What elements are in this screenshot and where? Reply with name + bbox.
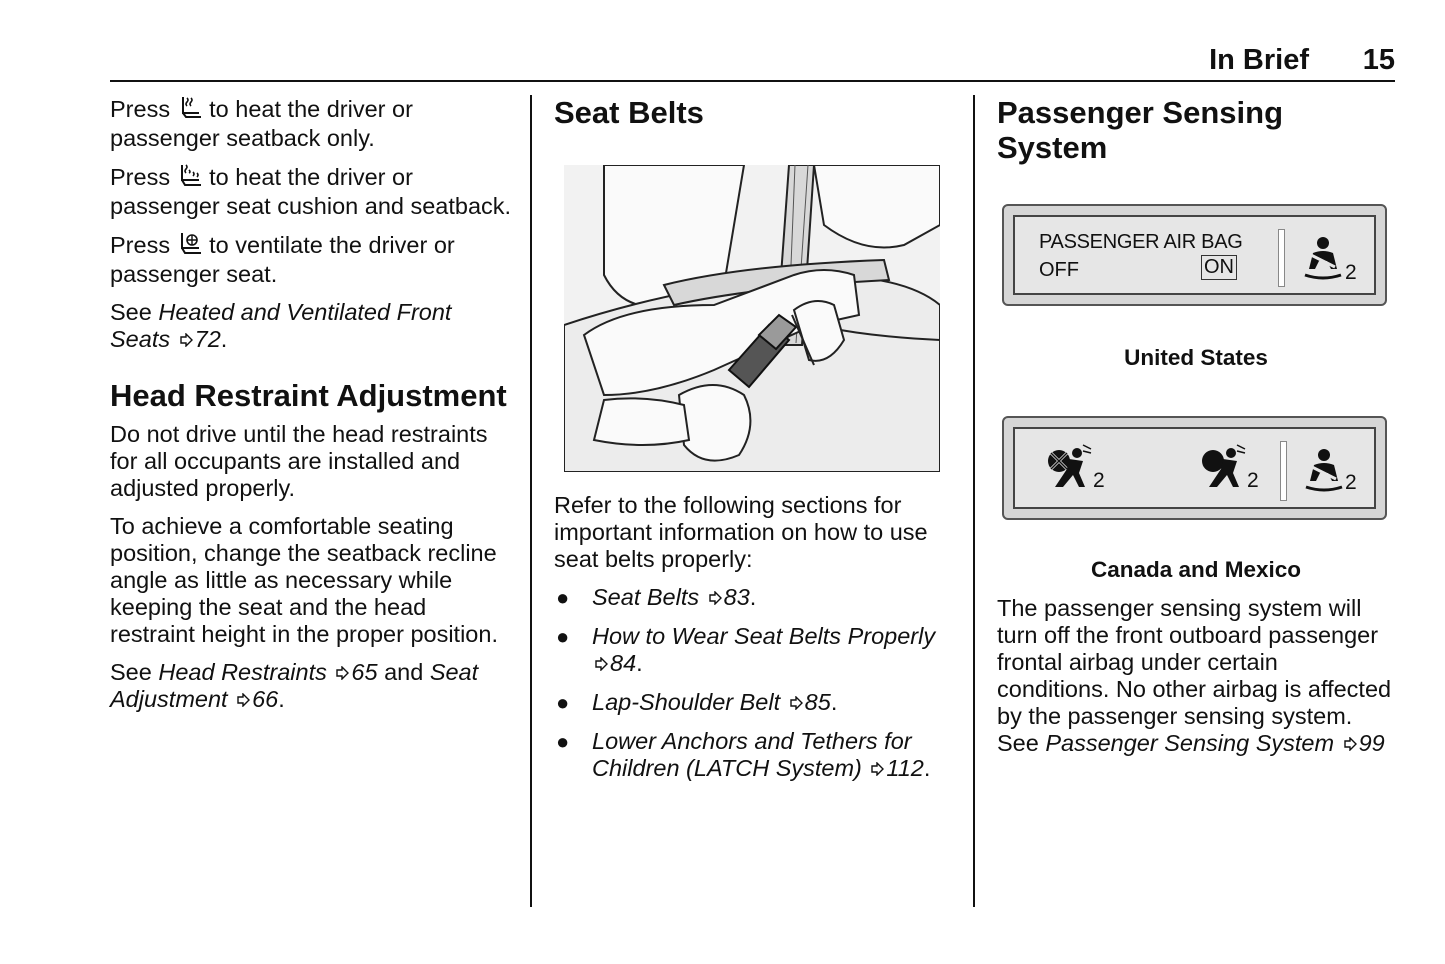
- page-ref-arrow-icon: [1343, 730, 1357, 757]
- page-header: [110, 44, 1395, 82]
- page-ref-arrow-icon: [335, 659, 349, 686]
- list-item[interactable]: ● How to Wear Seat Belts Properly 84.: [556, 623, 936, 676]
- airbag-on-indicator: ON: [1201, 255, 1237, 280]
- airbag-off-indicator: OFF: [1039, 259, 1079, 281]
- canada-mexico-airbag-panel: [1002, 416, 1387, 520]
- page-ref-arrow-icon: [594, 650, 608, 677]
- page-ref-arrow-icon: [870, 755, 884, 782]
- airbag-on-icon: [1193, 443, 1249, 499]
- on-seat-number: 2: [1247, 469, 1259, 492]
- page-ref-arrow-icon: [789, 689, 803, 716]
- seatbelt-position-number: 2: [1345, 261, 1357, 284]
- section-title: In Brief: [1209, 44, 1309, 76]
- airbag-off-icon: [1039, 443, 1095, 499]
- seat-belts-title: Seat Belts: [554, 95, 704, 130]
- column-divider-right: [973, 95, 975, 907]
- seat-ventilation-icon: [177, 231, 203, 261]
- right-column-title-wrap: [997, 95, 1392, 165]
- page-ref-arrow-icon: [708, 584, 722, 611]
- passenger-airbag-label: PASSENGER AIR BAG: [1039, 231, 1243, 253]
- list-item[interactable]: ● Seat Belts 83.: [556, 584, 757, 610]
- head-restraint-para1: Do not drive until the head restraints for all occupants are installed and adjusted properly.: [110, 421, 488, 501]
- seat-belts-intro: Refer to the following sections for important information on how to use seat belts properly:: [554, 492, 928, 572]
- bullet-icon: ●: [556, 624, 570, 649]
- column-divider-left: [530, 95, 532, 907]
- ventilate-paragraph: Press to ventilate the driver or passenger seat.: [110, 232, 455, 287]
- seatbelt-position-number: 2: [1345, 471, 1357, 494]
- head-restraint-para2: To achieve a comfortable seating position, change the seatback recline angle as little as necessary while keeping the seat and the head restraint height in the proper position.: [110, 513, 498, 647]
- see-heated-paragraph: See Heated and Ventilated Front Seats 72.: [110, 299, 452, 352]
- heated-seats-link[interactable]: Heated and Ventilated Front Seats: [110, 299, 452, 352]
- canada-mexico-caption: Canada and Mexico: [1090, 557, 1302, 582]
- seatbelt-reminder-icon: [1302, 447, 1346, 495]
- heat-cushion-paragraph: Press to heat the driver or passenger seat cushion and seatback.: [110, 164, 512, 219]
- head-restraints-link[interactable]: Head Restraints: [158, 659, 327, 685]
- page-ref-arrow-icon: [179, 326, 193, 353]
- us-caption: United States: [1124, 345, 1268, 370]
- page-number: 15: [1362, 44, 1395, 76]
- seat-belt-references-list: [554, 584, 959, 782]
- passenger-sensing-title: Passenger Sensing System: [997, 95, 1284, 165]
- off-seat-number: 2: [1093, 469, 1105, 492]
- seat-belt-buckle-illustration: [564, 165, 940, 472]
- page-ref-arrow-icon: [236, 686, 250, 713]
- bullet-icon: ●: [556, 729, 570, 754]
- middle-column: [554, 95, 959, 794]
- list-item[interactable]: ● Lower Anchors and Tethers for Children (LATCH System) 112.: [556, 728, 931, 781]
- passenger-sensing-paragraph: The passenger sensing system will turn off the front outboard passenger frontal airbag under certain conditions. No other airbag is affected by the passenger sensing system. See Passenger Sensing System 99: [997, 595, 1392, 756]
- list-item[interactable]: ● Lap-Shoulder Belt 85.: [556, 689, 838, 715]
- bullet-icon: ●: [556, 690, 570, 715]
- passenger-sensing-link[interactable]: Passenger Sensing System: [1045, 730, 1335, 756]
- head-restraint-see: See Head Restraints 65 and Seat Adjustment 66.: [110, 659, 479, 712]
- panel-divider: [1280, 441, 1287, 501]
- panel-divider: [1278, 229, 1285, 287]
- seatback-heat-icon: [177, 95, 203, 125]
- seat-cushion-heat-icon: [177, 163, 203, 193]
- heat-seatback-paragraph: Press to heat the driver or passenger seatback only.: [110, 96, 413, 151]
- seatbelt-reminder-icon: [1301, 235, 1345, 283]
- seat-adjustment-link[interactable]: Seat Adjustment: [110, 659, 479, 712]
- bullet-icon: ●: [556, 585, 570, 610]
- passenger-sensing-body: [997, 595, 1392, 768]
- us-airbag-status-panel: [1002, 204, 1387, 306]
- left-column: [110, 95, 515, 724]
- head-restraint-title: Head Restraint Adjustment: [110, 378, 507, 413]
